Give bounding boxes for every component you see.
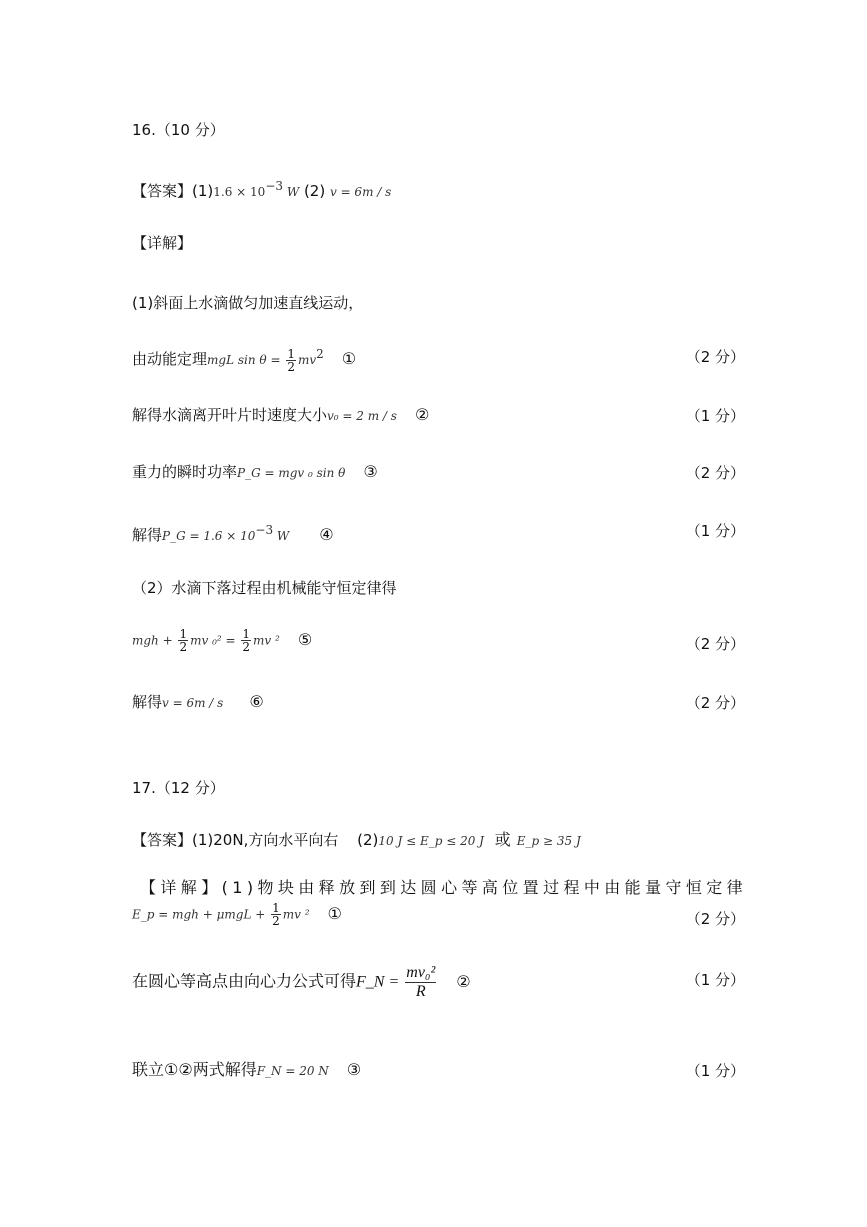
frac-num: 1 (272, 901, 280, 915)
answer-part1-label: (1) (192, 182, 214, 200)
frac-den: 2 (272, 914, 280, 928)
q17-header: 17.（12 分） (132, 779, 225, 797)
circled-marker: ③ (346, 1060, 362, 1079)
q16-line3-score: （1 分） (685, 407, 745, 425)
text: 联立①②两式解得 (132, 1060, 257, 1079)
unit: W (273, 529, 290, 543)
circled-marker: ③ (363, 462, 378, 481)
q16-line5-score: （1 分） (685, 522, 745, 540)
q16-header: 16.（10 分） (132, 121, 225, 139)
q16-line7 (132, 628, 312, 653)
equation-tail: mv (297, 353, 317, 367)
answer-part1-exp: −3 (265, 179, 284, 193)
answer-part1-unit: W (283, 185, 300, 199)
answer-part1-value: 1.6 × 10 (213, 185, 266, 199)
circled-marker: ① (327, 903, 342, 923)
q16-line2: 由动能定理mgL sin θ = $\frac{1}{2}$ $mv^2$ ① (132, 346, 357, 374)
equation-b: mv ² (282, 907, 310, 922)
q16-detail-label: 【详解】 (132, 234, 193, 252)
circled-marker: ⑥ (249, 692, 264, 711)
equation: v₀ = 2 m / s (327, 409, 397, 423)
circled-marker: ② (456, 971, 471, 991)
equation: F_N = 20 N (256, 1064, 329, 1078)
answer-part2-label: (2) (357, 831, 379, 849)
circled-marker: ② (414, 405, 430, 424)
equation-a: mgh + (132, 633, 177, 648)
frac-num: mv₀² (406, 964, 436, 981)
text: 解得 (132, 693, 163, 711)
exponent: −3 (255, 523, 274, 537)
answer-label: 【答案】 (132, 182, 193, 200)
answer-part2-alt: E_p ≥ 35 J (516, 834, 581, 848)
q17-line1 (132, 902, 342, 927)
q16-answer (132, 176, 391, 202)
frac-den: 2 (242, 640, 251, 654)
text: 由动能定理 (132, 350, 208, 368)
answer-part2-label: (2) (299, 182, 326, 200)
q16-line5 (132, 520, 334, 546)
answer-part1: (1)20N,方向水平向右 (192, 831, 339, 849)
text: 解得 (132, 526, 163, 544)
equation: mgL sin θ = (207, 353, 285, 367)
circled-marker: ④ (319, 525, 334, 544)
text: 解得水滴离开叶片时速度大小 (132, 406, 328, 424)
fraction-half (241, 628, 251, 653)
frac-den: 2 (179, 640, 188, 654)
q16-line6: （2）水滴下落过程由机械能守恒定律得 (132, 579, 397, 597)
frac-num: 1 (242, 627, 251, 641)
frac-den: 2 (287, 359, 295, 374)
q17-line1-score: （2 分） (685, 910, 745, 928)
fraction-half (286, 348, 296, 373)
frac-den: R (415, 983, 426, 1000)
q17-detail: 【详解】(1)物块由释放到到达圆心等高位置过程中由能量守恒定律 (140, 878, 748, 897)
q16-line4 (132, 462, 378, 483)
q16-line8-score: （2 分） (685, 694, 745, 712)
fraction-centripetal (405, 964, 436, 1001)
q16-line2-score: （2 分） (685, 348, 745, 366)
equation: P_G = 1.6 × 10 (162, 529, 256, 543)
q16-line4-score: （2 分） (685, 464, 745, 482)
equation: P_G = mgv ₀ sin θ (237, 466, 346, 480)
answer-label: 【答案】 (132, 831, 193, 849)
circled-marker: ① (341, 349, 357, 368)
q17-line2 (132, 964, 471, 1001)
circled-marker: ⑤ (297, 629, 313, 649)
q17-line3 (132, 1060, 361, 1081)
text: 重力的瞬时功率 (132, 463, 238, 481)
q17-line2-score: （1 分） (685, 971, 745, 989)
q16-line8 (132, 692, 264, 713)
equation-c: mv ² (253, 633, 280, 648)
answer-or: 或 (494, 830, 511, 849)
q16-line7-score: （2 分） (685, 635, 745, 653)
text: 在圆心等高点由向心力公式可得 (132, 971, 357, 991)
equation: v = 6m / s (162, 696, 224, 710)
equation-b: mv ₀² = (190, 633, 240, 648)
equation-a: E_p = mgh + μmgL + (132, 907, 270, 922)
answer-part2-value: v = 6m / s (329, 185, 392, 199)
q16-line3 (132, 405, 429, 426)
fraction-half (271, 902, 281, 927)
q17-line3-score: （1 分） (685, 1062, 745, 1080)
fraction-half (178, 628, 188, 653)
frac-num: 1 (287, 346, 295, 361)
q17-answer (132, 830, 581, 851)
frac-num: 1 (179, 627, 188, 641)
equation: F_N = (356, 973, 404, 991)
q16-line1: (1)斜面上水滴做匀加速直线运动， (132, 294, 364, 312)
answer-part2-range: 10 J ≤ E_p ≤ 20 J (378, 834, 484, 848)
